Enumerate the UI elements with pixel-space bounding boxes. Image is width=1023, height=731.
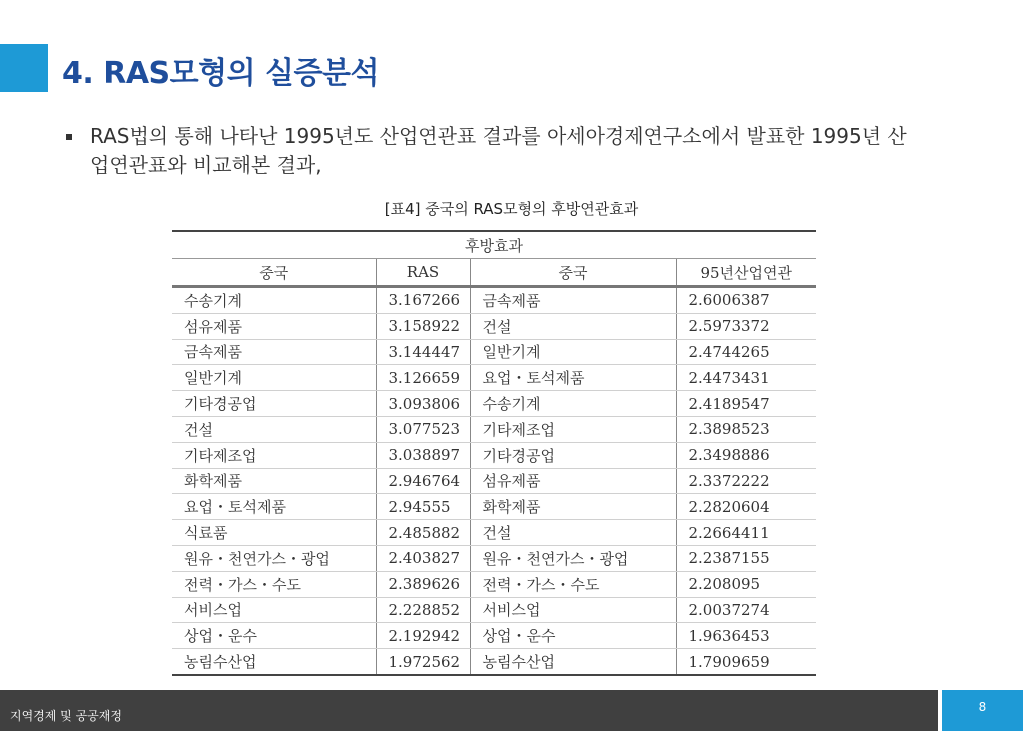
table-row xyxy=(172,494,816,520)
cell-ras-value: 3.144447 xyxy=(376,339,470,365)
page-number: 8 xyxy=(978,700,987,714)
table-row xyxy=(172,391,816,417)
table-row xyxy=(172,468,816,494)
cell-io95-value: 2.3498886 xyxy=(676,442,816,468)
cell-ras-value: 3.038897 xyxy=(376,442,470,468)
cell-io95-value: 2.0037274 xyxy=(676,597,816,623)
cell-io95-value: 2.5973372 xyxy=(676,313,816,339)
cell-ras-value: 2.228852 xyxy=(376,597,470,623)
table-row xyxy=(172,442,816,468)
cell-io95-value: 2.2387155 xyxy=(676,545,816,571)
cell-ras-value: 2.389626 xyxy=(376,571,470,597)
cell-sector-ras: 화학제품 xyxy=(172,468,376,494)
slide-title: 4. RAS모형의 실증분석 xyxy=(62,56,379,91)
cell-ras-value: 1.972562 xyxy=(376,649,470,675)
cell-sector-io95: 금속제품 xyxy=(470,287,676,314)
cell-io95-value: 2.6006387 xyxy=(676,287,816,314)
cell-io95-value: 2.2820604 xyxy=(676,494,816,520)
cell-sector-io95: 기타경공업 xyxy=(470,442,676,468)
cell-sector-ras: 섬유제품 xyxy=(172,313,376,339)
cell-ras-value: 2.192942 xyxy=(376,623,470,649)
cell-ras-value: 2.946764 xyxy=(376,468,470,494)
table-row xyxy=(172,520,816,546)
cell-sector-io95: 원유・천연가스・광업 xyxy=(470,545,676,571)
cell-ras-value: 3.077523 xyxy=(376,416,470,442)
cell-ras-value: 2.403827 xyxy=(376,545,470,571)
cell-sector-io95: 일반기계 xyxy=(470,339,676,365)
cell-sector-ras: 상업・운수 xyxy=(172,623,376,649)
cell-ras-value: 2.94555 xyxy=(376,494,470,520)
cell-sector-io95: 수송기계 xyxy=(470,391,676,417)
table-row xyxy=(172,313,816,339)
column-header-io95: 95년산업연관 xyxy=(676,259,816,287)
table-row xyxy=(172,623,816,649)
cell-io95-value: 2.2664411 xyxy=(676,520,816,546)
table-row xyxy=(172,597,816,623)
cell-sector-ras: 원유・천연가스・광업 xyxy=(172,545,376,571)
table-body xyxy=(172,287,816,675)
cell-sector-io95: 건설 xyxy=(470,520,676,546)
cell-sector-ras: 식료품 xyxy=(172,520,376,546)
cell-io95-value: 2.4744265 xyxy=(676,339,816,365)
cell-sector-io95: 서비스업 xyxy=(470,597,676,623)
column-header-country-2: 중국 xyxy=(470,259,676,287)
cell-sector-ras: 농림수산업 xyxy=(172,649,376,675)
table-row xyxy=(172,365,816,391)
cell-sector-io95: 화학제품 xyxy=(470,494,676,520)
cell-sector-io95: 상업・운수 xyxy=(470,623,676,649)
cell-sector-ras: 건설 xyxy=(172,416,376,442)
cell-io95-value: 1.7909659 xyxy=(676,649,816,675)
bullet-square-icon xyxy=(66,134,72,140)
footer-title: 지역경제 및 공공재정 xyxy=(10,709,122,723)
cell-sector-io95: 기타제조업 xyxy=(470,416,676,442)
cell-sector-ras: 요업・토석제품 xyxy=(172,494,376,520)
cell-io95-value: 2.208095 xyxy=(676,571,816,597)
table-row xyxy=(172,416,816,442)
cell-sector-ras: 전력・가스・수도 xyxy=(172,571,376,597)
cell-ras-value: 3.158922 xyxy=(376,313,470,339)
cell-io95-value: 1.9636453 xyxy=(676,623,816,649)
cell-sector-io95: 농림수산업 xyxy=(470,649,676,675)
table-row xyxy=(172,649,816,675)
column-header-country: 중국 xyxy=(172,259,376,287)
cell-ras-value: 3.093806 xyxy=(376,391,470,417)
cell-io95-value: 2.3372222 xyxy=(676,468,816,494)
cell-sector-ras: 금속제품 xyxy=(172,339,376,365)
table-row xyxy=(172,545,816,571)
table-row xyxy=(172,287,816,314)
column-header-ras: RAS xyxy=(376,259,470,287)
cell-sector-io95: 요업・토석제품 xyxy=(470,365,676,391)
cell-sector-io95: 건설 xyxy=(470,313,676,339)
backward-linkage-table xyxy=(172,230,816,676)
table-row xyxy=(172,571,816,597)
cell-io95-value: 2.4189547 xyxy=(676,391,816,417)
cell-sector-io95: 섬유제품 xyxy=(470,468,676,494)
title-accent-square xyxy=(0,44,48,92)
cell-sector-ras: 기타경공업 xyxy=(172,391,376,417)
cell-sector-ras: 수송기계 xyxy=(172,287,376,314)
cell-ras-value: 2.485882 xyxy=(376,520,470,546)
cell-io95-value: 2.3898523 xyxy=(676,416,816,442)
group-header: 후방효과 xyxy=(172,231,816,259)
bullet-item xyxy=(66,122,926,180)
table-caption: [표4] 중국의 RAS모형의 후방연관효과 xyxy=(384,200,639,218)
footer-bar xyxy=(0,690,938,731)
cell-sector-ras: 일반기계 xyxy=(172,365,376,391)
cell-ras-value: 3.167266 xyxy=(376,287,470,314)
cell-ras-value: 3.126659 xyxy=(376,365,470,391)
cell-io95-value: 2.4473431 xyxy=(676,365,816,391)
bullet-text: RAS법의 통해 나타난 1995년도 산업연관표 결과를 아세아경제연구소에서 발표한 1995년 산업연관표와 비교해본 결과, xyxy=(90,124,907,177)
table-row xyxy=(172,339,816,365)
cell-sector-io95: 전력・가스・수도 xyxy=(470,571,676,597)
cell-sector-ras: 기타제조업 xyxy=(172,442,376,468)
cell-sector-ras: 서비스업 xyxy=(172,597,376,623)
